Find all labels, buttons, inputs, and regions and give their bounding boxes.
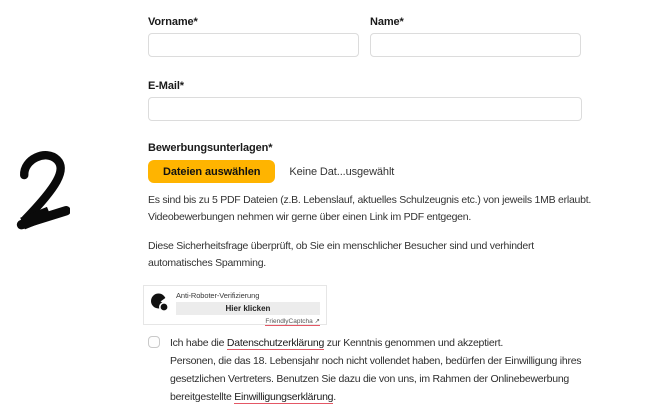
security-description: [148, 238, 594, 272]
upload-status-text: Keine Dat...usgewählt: [289, 165, 395, 178]
name-field-group: [370, 16, 581, 57]
vorname-field-group: [148, 16, 359, 57]
captcha-main: [176, 291, 320, 326]
consent-line-1: [170, 334, 594, 352]
friendly-captcha-icon: [150, 292, 170, 313]
consent-text: [170, 334, 594, 406]
name-input[interactable]: [370, 33, 581, 57]
vorname-input[interactable]: [148, 33, 359, 57]
security-description-text: Diese Sicherheitsfrage überprüft, ob Sie ein menschlicher Besucher sind und verhindert automatisches Spamming.: [148, 240, 534, 269]
consent-section: [148, 334, 594, 406]
datenschutzerklaerung-link[interactable]: Datenschutzerklärung: [226, 337, 325, 349]
step-number-2: [16, 150, 70, 234]
brush-numeral-2-icon: [16, 150, 70, 234]
upload-section: [148, 142, 594, 226]
captcha-widget: [143, 285, 327, 325]
name-label: Name*: [370, 16, 404, 28]
consent-line1-after: zur Kenntnis genommen und akzeptiert.: [324, 337, 504, 349]
upload-hint-text: Es sind bis zu 5 PDF Dateien (z.B. Lebenslauf, aktuelles Schulzeugnis etc.) von jeweils 1MB erlaubt. Videobewerbungen nehmen wir gerne über einen Link im PDF entgegen.: [148, 194, 592, 223]
email-field-group: [148, 80, 594, 121]
choose-files-button[interactable]: Dateien auswählen: [148, 160, 275, 183]
captcha-start-button[interactable]: Hier klicken: [176, 302, 320, 315]
name-fields-row: [148, 16, 594, 57]
email-label: E-Mail*: [148, 80, 184, 92]
captcha-title: Anti-Roboter-Verifizierung: [176, 291, 260, 300]
upload-row: [148, 160, 594, 183]
friendly-captcha-link[interactable]: FriendlyCaptcha ↗: [265, 318, 320, 325]
einwilligungserklaerung-link[interactable]: Einwilligungserklärung: [234, 391, 334, 403]
consent-paragraph-after: .: [333, 391, 336, 403]
vorname-label: Vorname*: [148, 16, 198, 28]
consent-line1-before: Ich habe die: [170, 337, 227, 349]
consent-paragraph: [170, 352, 594, 406]
email-input[interactable]: [148, 97, 582, 121]
consent-paragraph-before: Personen, die das 18. Lebensjahr noch nicht vollendet haben, bedürfen der Einwilligung ihres gesetzlichen Vertreters. Benutzen Sie dazu die von uns, im Rahmen der Onlinebewerbung bereitgestellte: [170, 355, 582, 403]
privacy-consent-checkbox[interactable]: [148, 336, 160, 348]
upload-label: Bewerbungsunterlagen*: [148, 142, 273, 154]
